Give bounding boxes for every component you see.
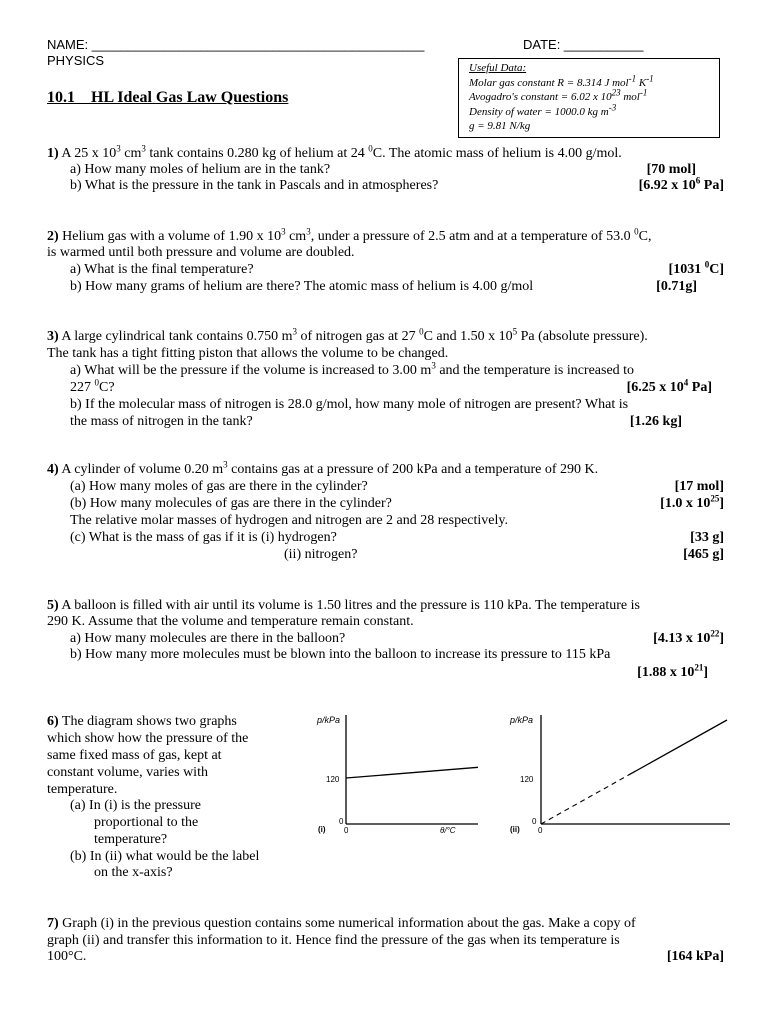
q1-answer-b: [6.92 x $10^6$ Pa] [638,175,724,193]
q3-part-a-line1: a) What will be the pressure if the volume is increased to 3.00 $m^3$ and the temperature is increased to [70,360,635,378]
q2-answer-a: [1031 $^0$C] [668,259,724,277]
q4-answer-c-ii: [465 g] [683,547,724,562]
gas-constant-line: Molar gas constant R = 8.314 J mol$^{-1}$ $K^{-1}$ [469,72,654,89]
q5-part-a: a) How many molecules are there in the balloon? [70,631,346,646]
q5-answer-a: [4.13 x $10^{22}$] [653,628,724,646]
graph-i-y-tick-0: 0 [339,817,344,826]
q4-answer-a: [17 mol] [674,479,724,494]
q2-part-b: b) How many grams of helium are there? The atomic mass of helium is 4.00 g/mol [70,279,534,294]
graph-i-data-line [346,767,478,778]
q6-part-a-line3: temperature? [94,832,168,847]
q3-part-b-line2: the mass of nitrogen in the tank? [70,414,253,429]
name-field-label: NAME: ______________________________________________ [47,37,425,52]
date-field-label: DATE: ___________ [523,37,644,52]
q4-stem: 4) A cylinder of volume 0.20 $m^3$ contains gas at a pressure of 200 kPa and a temperature of 290 K. [47,459,599,477]
q4-answer-c: [33 g] [690,530,724,545]
q2-stem-line2: is warmed until both pressure and volume are doubled. [47,245,355,260]
q7-line1: 7) Graph (i) in the previous question contains some numerical information about the gas. Make a copy of [47,916,636,931]
q4-part-b: (b) How many molecules of gas are there in the cylinder? [70,496,392,511]
q7-answer: [164 kPa] [666,949,724,964]
q6-part-a-line2: proportional to the [94,815,199,830]
title-text: HL Ideal Gas Law Questions [91,89,289,106]
graph-i-y-tick-120: 120 [326,775,340,784]
q6-part-b-line1: (b) In (ii) what would be the label [70,849,260,864]
q4-info: The relative molar masses of hydrogen and nitrogen are 2 and 28 respectively. [70,513,508,528]
avogadro-line: Avogadro's constant = 6.02 x $10^{23}$ mol$^{-1}$ [469,87,648,103]
q3-answer-b: [1.26 kg] [629,414,682,429]
page-title [47,89,288,107]
q4-answer-b: [1.0 x $10^{25}$] [660,493,724,511]
q6-text-line3: same fixed mass of gas, kept at [47,748,222,763]
density-line: Density of water = 1000.0 kg $m^{-3}$ [469,101,617,118]
q6-text-line5: temperature. [47,782,118,797]
q3-stem-line2: The tank has a tight fitting piston that allows the volume to be changed. [47,346,449,361]
q6-part-b-line2: on the x-axis? [94,865,173,880]
q6-text-line1: 6) The diagram shows two graphs [47,714,237,729]
q5-stem-line1: 5) A balloon is filled with air until its volume is 1.50 litres and the pressure is 110 kPa. The temperature is [47,598,640,613]
q2-stem-line1: 2) Helium gas with a volume of 1.90 x $10^3$ $cm^3$, under a pressure of 2.5 atm and at a temperature of 53.0 $^0$C, [47,226,652,244]
useful-data-box [458,58,720,138]
q2-part-a: a) What is the final temperature? [70,262,254,277]
q3-part-b-line1: b) If the molecular mass of nitrogen is 28.0 g/mol, how many mole of nitrogen are present? What is [70,397,629,412]
q6-part-a-line1: (a) In (i) is the pressure [70,798,202,813]
gravity-line: g = 9.81 N/kg [469,120,531,132]
graph-i-x-axis-label: θ/°C [440,826,456,835]
graph-ii-y-tick-120: 120 [520,775,534,784]
graph-i-x-tick-0: 0 [344,826,349,835]
subject-label: PHYSICS [47,53,105,68]
graph-ii [509,715,730,835]
q4-part-c-ii: (ii) nitrogen? [284,547,358,562]
q3-stem-line1: 3) A large cylindrical tank contains 0.750 $m^3$ of nitrogen gas at 27 $^0$C and 1.50 x $10^5$ Pa (absolute pressure). [47,326,648,344]
q5-answer-b: [1.88 x $10^{21}$] [637,662,708,680]
graph-ii-dashed-extrapolation [541,775,628,824]
graph-ii-y-axis-label: p/kPa [510,715,534,725]
q1-stem: 1) A 25 x $10^3$ $cm^3$ tank contains 0.280 kg of helium at 24 $^0$C. The atomic mass of helium is 4.00 g/mol. [47,143,622,161]
graph-ii-label: (ii) [510,825,520,834]
q1-part-b: b) What is the pressure in the tank in Pascals and in atmospheres? [70,178,439,193]
graph-ii-y-tick-0: 0 [532,817,537,826]
q1-part-a: a) How many moles of helium are in the tank? [70,162,331,177]
q6-text-line2: which show how the pressure of the [47,731,249,746]
graph-ii-x-tick-0: 0 [538,826,543,835]
q7-line3: 100°C. [47,949,87,964]
q5-part-b: b) How many more molecules must be blown into the balloon to increase its pressure to 115 kPa [70,647,611,662]
graph-i-y-axis-label: p/kPa [317,715,341,725]
pressure-temperature-graphs [300,705,740,845]
graph-i-label: (i) [318,825,326,834]
q2-answer-b: [0.71g] [656,279,697,294]
q7-line2: graph (ii) and transfer this information to it. Hence find the pressure of the gas when its temperature is [47,933,620,948]
title-number: 10.1 [47,89,75,106]
q6-text-line4: constant volume, varies with [47,765,208,780]
q3-answer-a: [6.25 x $10^4$ Pa] [626,377,712,395]
q4-part-a: (a) How many moles of gas are there in the cylinder? [70,479,368,494]
q5-stem-line2: 290 K. Assume that the volume and temperature remain constant. [47,614,414,629]
useful-data-heading: Useful Data: [469,62,527,74]
q1-answer-a: [70 mol] [646,162,696,177]
graph-i [316,715,478,835]
q4-part-c: (c) What is the mass of gas if it is (i) hydrogen? [70,530,337,545]
graph-ii-data-line [628,720,727,775]
q3-part-a-line2: 227 $^0$C? [70,377,115,395]
